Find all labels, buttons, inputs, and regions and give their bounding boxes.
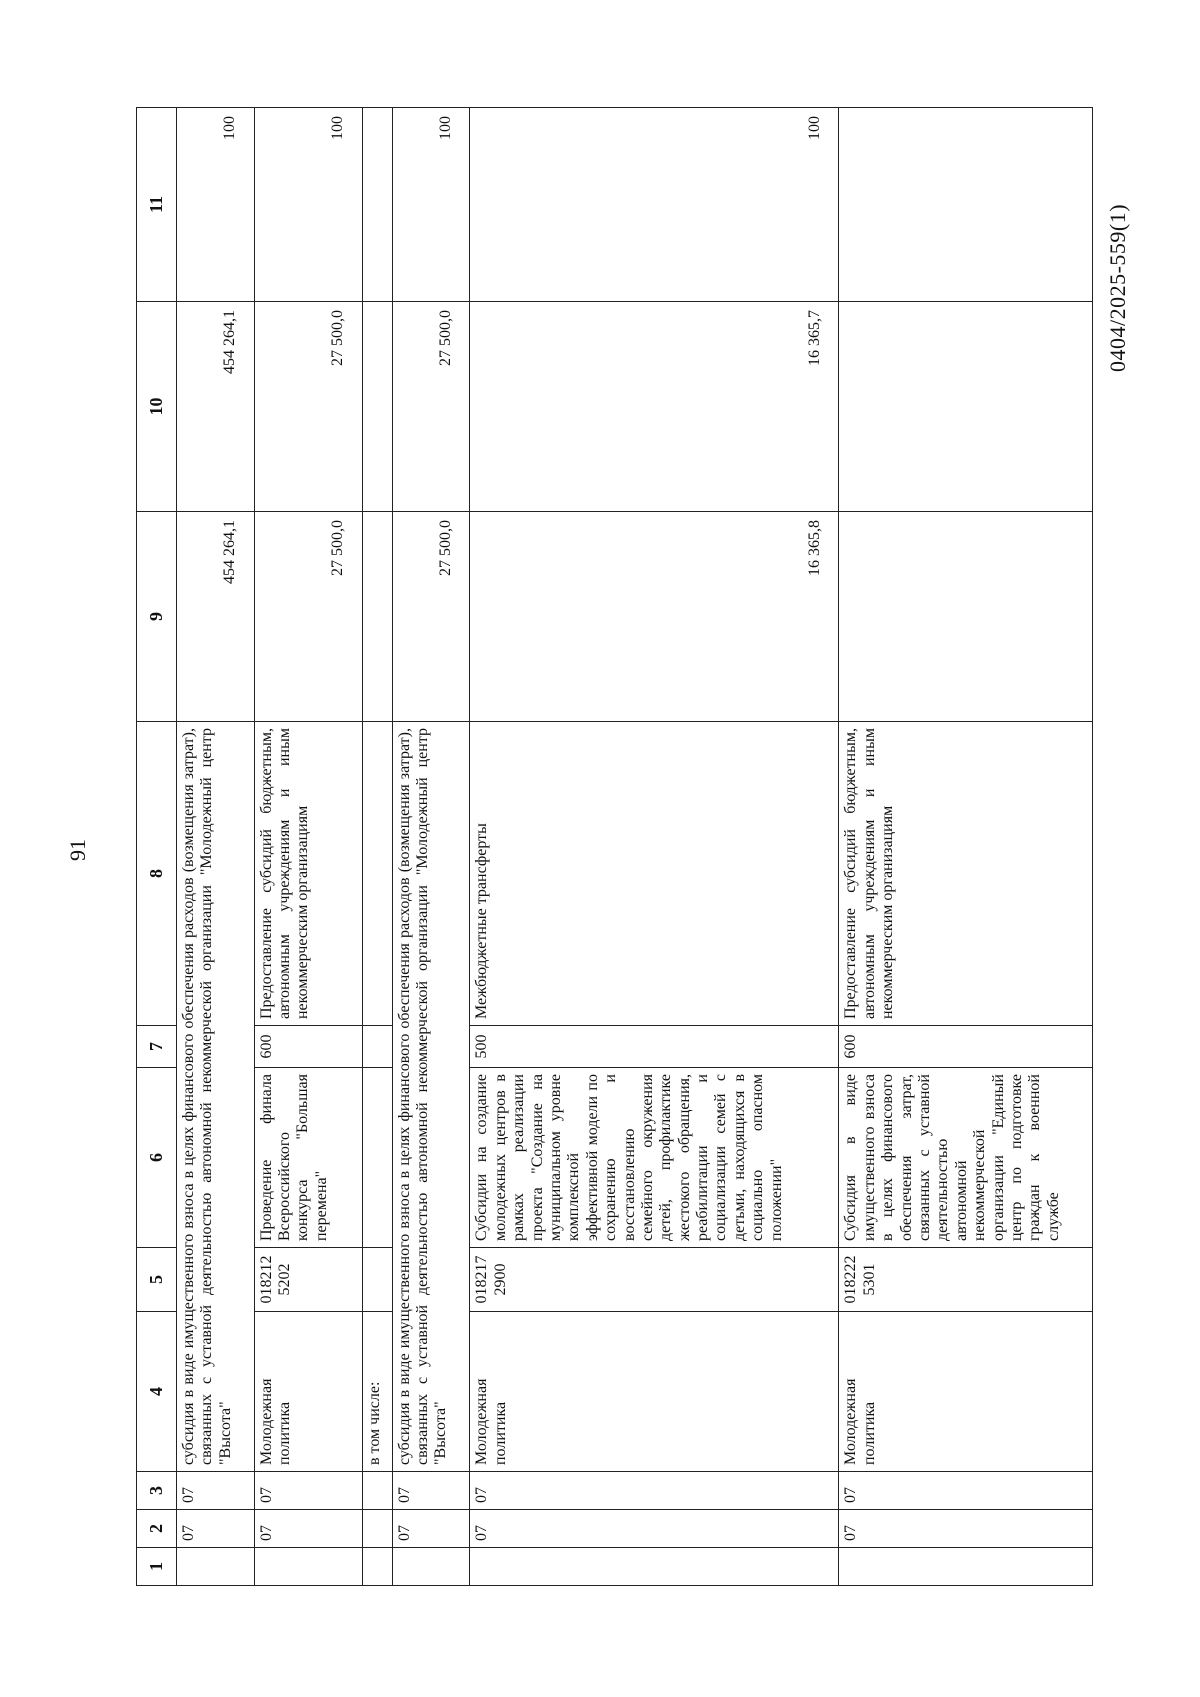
table-row — [839, 108, 1093, 1586]
page-number: 91 — [65, 839, 90, 861]
cell — [362, 1510, 392, 1548]
cell: Молодежная политика — [470, 1312, 839, 1472]
header-row — [137, 108, 177, 1586]
cell: 100 — [392, 108, 470, 302]
cell — [839, 108, 1093, 302]
table-row — [176, 108, 254, 1586]
header-cell: 2 — [137, 1510, 177, 1548]
cell: 018222 5301 — [839, 1248, 1093, 1312]
budget-table — [136, 107, 1093, 1586]
table-row — [470, 108, 839, 1586]
cell — [176, 1548, 254, 1586]
header-cell: 1 — [137, 1548, 177, 1586]
cell — [362, 722, 392, 1026]
document-code: 0404/2025-559(1) — [1105, 203, 1130, 373]
cell — [839, 302, 1093, 512]
header-cell: 5 — [137, 1248, 177, 1312]
header-cell: 6 — [137, 1068, 177, 1248]
merged-description-cell: субсидия в виде имущественного взноса в целях финансового обеспечения расходов (возмещения затрат), связанных с уставной деятельностью автономной некоммерческой организации "Молодежный центр "Высота" — [392, 722, 470, 1472]
cell: 27 500,0 — [254, 302, 362, 512]
table-rotated-container — [136, 108, 1093, 1586]
cell: 100 — [176, 108, 254, 302]
cell: 07 — [254, 1510, 362, 1548]
cell: 600 — [839, 1026, 1093, 1068]
cell: 600 — [254, 1026, 362, 1068]
cell: Субсидии на создание молодежных центров в рамках реализации проекта "Создание на муниципальном уровне комплексной эффективной модели по сохранению и восстановлению семейного окружения детей, профилактике жестокого обращения, реабилитации и социализации семей с детьми, находящихся в социально опасном положении" — [470, 1068, 839, 1248]
header-cell: 7 — [137, 1026, 177, 1068]
table-row — [392, 108, 470, 1586]
cell: 500 — [470, 1026, 839, 1068]
cell: 27 500,0 — [392, 302, 470, 512]
cell: 16 365,8 — [470, 512, 839, 722]
cell: Предоставление субсидий бюджетным, автономным учреждениям и иным некоммерческим организациям — [839, 722, 1093, 1026]
header-cell: 4 — [137, 1312, 177, 1472]
table-row — [362, 108, 392, 1586]
cell: Молодежная политика — [254, 1312, 362, 1472]
cell — [392, 1548, 470, 1586]
cell: Межбюджетные трансферты — [470, 722, 839, 1026]
cell: 07 — [392, 1472, 470, 1510]
cell — [362, 1026, 392, 1068]
cell — [362, 108, 392, 302]
header-cell: 11 — [137, 108, 177, 302]
cell — [362, 512, 392, 722]
cell: 07 — [392, 1510, 470, 1548]
cell: 07 — [839, 1510, 1093, 1548]
cell: 454 264,1 — [176, 302, 254, 512]
cell — [254, 1548, 362, 1586]
cell: 27 500,0 — [254, 512, 362, 722]
cell: Субсидия в виде имущественного взноса в целях финансового обеспечения затрат, связанных с уставной деятельностью автономной некоммерческой организации "Единый центр по подготовке граждан к военной службе — [839, 1068, 1093, 1248]
cell — [362, 1548, 392, 1586]
cell: Молодежная политика — [839, 1312, 1093, 1472]
cell: 07 — [470, 1510, 839, 1548]
cell: 07 — [470, 1472, 839, 1510]
cell: 07 — [176, 1472, 254, 1510]
cell: 07 — [254, 1472, 362, 1510]
cell: Проведение финала Всероссийского конкурса "Большая перемена" — [254, 1068, 362, 1248]
merged-description-cell: субсидия в виде имущественного взноса в целях финансового обеспечения расходов (возмещения затрат), связанных с уставной деятельностью автономной некоммерческой организации "Молодежный центр "Высота" — [176, 722, 254, 1472]
cell: 07 — [839, 1472, 1093, 1510]
cell — [839, 512, 1093, 722]
header-cell: 9 — [137, 512, 177, 722]
cell: 018217 2900 — [470, 1248, 839, 1312]
cell: 27 500,0 — [392, 512, 470, 722]
cell — [362, 1248, 392, 1312]
cell — [362, 302, 392, 512]
cell — [839, 1548, 1093, 1586]
cell: Предоставление субсидий бюджетным, автономным учреждениям и иным некоммерческим организациям — [254, 722, 362, 1026]
cell: 018212 5202 — [254, 1248, 362, 1312]
header-cell: 8 — [137, 722, 177, 1026]
cell — [362, 1472, 392, 1510]
cell: 100 — [254, 108, 362, 302]
cell: 454 264,1 — [176, 512, 254, 722]
cell: 100 — [470, 108, 839, 302]
cell — [470, 1548, 839, 1586]
cell: 07 — [176, 1510, 254, 1548]
header-cell: 3 — [137, 1472, 177, 1510]
cell: 16 365,7 — [470, 302, 839, 512]
cell — [362, 1068, 392, 1248]
header-cell: 10 — [137, 302, 177, 512]
cell: в том числе: — [362, 1312, 392, 1472]
table-row — [254, 108, 362, 1586]
